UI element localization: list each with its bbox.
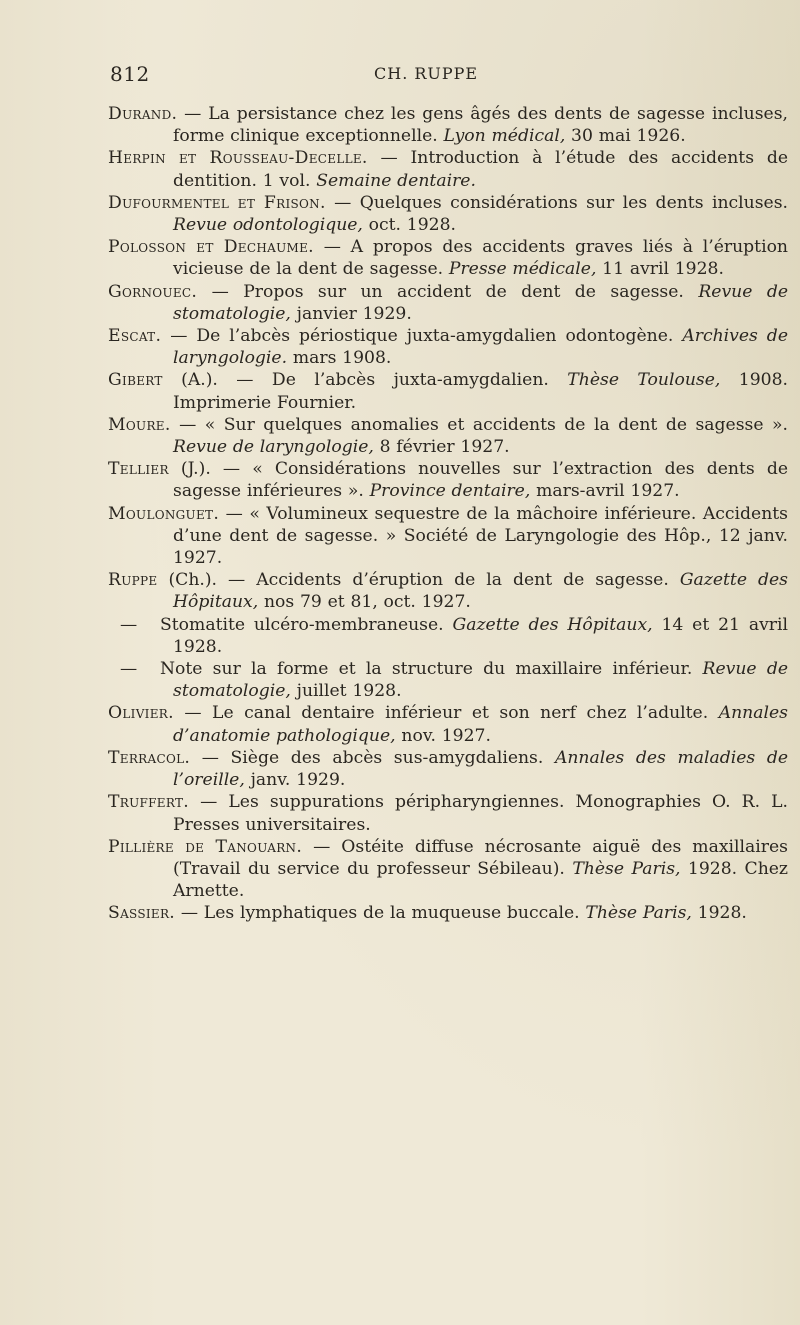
entry-journal: Annales d’anatomie pathologique, (173, 703, 788, 746)
entry-text: — Quelques considérations sur les dents incluses. (325, 192, 788, 213)
entry-text: (A.). — De l’abcès juxta-amygdalien. (162, 370, 568, 391)
entry-journal: Thèse Paris, (572, 858, 681, 879)
entry-text: — Les lymphatiques de la muqueuse buccale. (175, 903, 586, 924)
page-number: 812 (110, 62, 150, 86)
entry-text: (Ch.). — Accidents d’éruption de la dent de sagesse. (157, 570, 680, 591)
entry-journal: Gazette des Hôpitaux, (452, 614, 653, 635)
bibliography-entry-polosson (108, 236, 788, 280)
entry-journal: Lyon médical, (443, 126, 566, 147)
bibliography-list (108, 103, 788, 925)
entry-text: (J.). — « Considérations nouvelles sur l’extraction des dents de sagesse inférieures ». (168, 459, 788, 502)
entry-journal: Gazette des Hôpitaux, (173, 570, 788, 613)
entry-date: mars 1908. (287, 348, 392, 369)
entry-date: 8 février 1927. (373, 437, 510, 458)
bibliography-entry-herpin (108, 147, 788, 191)
entry-text: — Le canal dentaire inférieur et son nerf chez l’adulte. (173, 703, 719, 724)
entry-author: Truffert. (108, 792, 190, 813)
ditto-dash: — (120, 614, 138, 635)
entry-journal: Revue de stomatologie, (173, 659, 788, 702)
entry-date: 1908. Imprimerie Fournier. (173, 370, 789, 413)
entry-author: Pillière de Tanouarn. (108, 836, 303, 857)
running-title: CH. RUPPE (374, 64, 479, 83)
ditto-dash: — (120, 659, 138, 680)
entry-author: Escat. (108, 326, 162, 347)
bibliography-entry-terracol (108, 747, 788, 791)
bibliography-entry-sassier (108, 902, 788, 924)
entry-author: Herpin et Rousseau-Decelle. (108, 148, 368, 169)
entry-date: 11 avril 1928. (596, 259, 724, 280)
bibliography-entry-ruppe-maxillaire (108, 658, 788, 702)
entry-journal: Thèse Toulouse, (567, 370, 721, 391)
entry-journal: Annales des maladies de l’oreille, (173, 747, 788, 791)
entry-author: Polosson et Dechaume. (108, 237, 314, 258)
entry-text: Note sur la forme et la structure du maxillaire inférieur. (160, 659, 703, 680)
entry-text: — « Volumineux sequestre de la mâchoire inférieure. Accidents d’une dent de sagesse. » Société de Laryngologie des Hôp., 12 janv. 1927. (173, 503, 788, 569)
entry-author: Olivier. (108, 703, 174, 724)
bibliography-entry-escat (108, 325, 788, 369)
bibliography-entry-ruppe (108, 569, 788, 613)
entry-date: janvier 1929. (290, 303, 412, 324)
entry-author: Dufourmentel et Frison. (108, 192, 326, 213)
entry-author: Gibert (108, 370, 163, 391)
entry-author: Ruppe (108, 570, 158, 591)
bibliography-entry-olivier (108, 702, 788, 746)
bibliography-entry-gornouec (108, 281, 788, 325)
entry-text: — Siège des abcès sus-amygdaliens. (190, 747, 555, 768)
entry-text: — Propos sur un accident de dent de sagesse. (197, 281, 699, 302)
entry-journal: Revue de stomatologie, (173, 281, 788, 324)
entry-date: nos 79 et 81, oct. 1927. (258, 592, 471, 613)
entry-text: — La persistance chez les gens âgés des dents de sagesse incluses, forme clinique exceptionnelle. (173, 104, 788, 147)
entry-author: Moulonguet. (108, 503, 220, 524)
entry-author: Durand. (108, 104, 178, 124)
entry-author: Tellier (108, 459, 169, 480)
bibliography-entry-gibert (108, 369, 788, 413)
entry-date: 1928. (691, 903, 747, 924)
entry-journal: Archives de laryngologie. (173, 326, 788, 369)
bibliography-entry-ruppe-stomatite (108, 614, 788, 658)
bibliography-entry-truffert (108, 791, 788, 835)
bibliography-entry-dufourmentel (108, 192, 788, 236)
entry-date: 1928. Chez Arnette. (173, 858, 788, 902)
entry-text: — « Sur quelques anomalies et accidents de la dent de sagesse ». (170, 414, 788, 435)
entry-text: — Les suppurations péripharyngiennes. Monographies O. R. L. Presses universitaires. (173, 792, 788, 835)
entry-journal: Presse médicale, (448, 259, 597, 280)
bibliography-entry-tellier (108, 458, 788, 502)
entry-date: nov. 1927. (395, 725, 491, 746)
entry-text: — Ostéite diffuse nécrosante aiguë des maxillaires (Travail du service du professeur Sébileau). (173, 836, 788, 879)
entry-journal: Revue de laryngologie, (173, 437, 374, 458)
running-head (0, 62, 800, 90)
entry-journal: Province dentaire, (369, 481, 531, 502)
entry-text: — A propos des accidents graves liés à l’éruption vicieuse de la dent de sagesse. (173, 237, 788, 280)
entry-date: janv. 1929. (244, 770, 346, 791)
entry-date: 30 mai 1926. (565, 126, 686, 147)
bibliography-entry-durand (108, 103, 788, 147)
entry-date: oct. 1928. (362, 215, 456, 236)
bibliography-entry-moulonguet (108, 503, 788, 570)
entry-text: — De l’abcès périostique juxta-amygdalien odontogène. (161, 326, 683, 347)
entry-journal: Semaine dentaire. (316, 170, 476, 191)
entry-date: mars-avril 1927. (530, 481, 680, 502)
entry-text: Stomatite ulcéro-membraneuse. (160, 614, 453, 635)
entry-author: Sassier. (108, 903, 176, 924)
bibliography-entry-pilliere (108, 836, 788, 903)
bibliography-entry-moure (108, 414, 788, 458)
entry-text: — Introduction à l’étude des accidents de dentition. 1 vol. (173, 148, 788, 191)
entry-date: 14 et 21 avril 1928. (173, 614, 788, 657)
entry-author: Terracol. (108, 747, 191, 768)
entry-journal: Thèse Paris, (585, 903, 692, 924)
entry-author: Gornouec. (108, 281, 198, 302)
entry-author: Moure. (108, 414, 171, 435)
entry-journal: Revue odontologique, (173, 215, 363, 236)
entry-date: juillet 1928. (290, 681, 402, 702)
